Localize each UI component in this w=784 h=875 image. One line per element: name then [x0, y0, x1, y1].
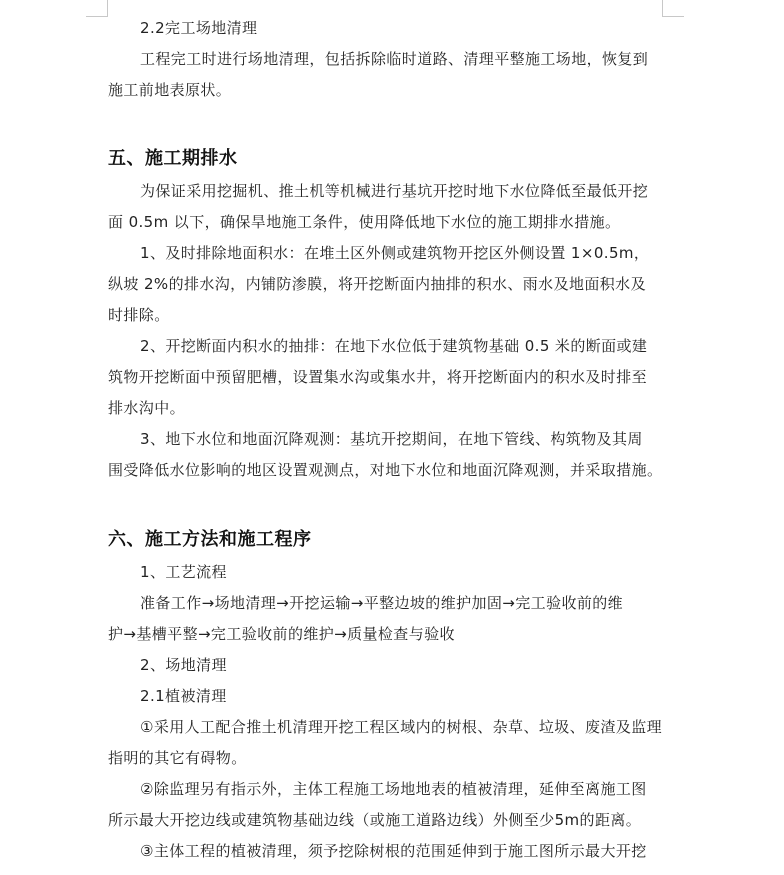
- paragraph-line: 指明的其它有碍物。: [108, 749, 247, 767]
- section-heading-6: 六、施工方法和施工程序: [108, 529, 312, 550]
- paragraph-line: 所示最大开挖边线或建筑物基础边线（或施工道路边线）外侧至少5m的距离。: [108, 811, 642, 829]
- paragraph-line: ①采用人工配合推土机清理开挖工程区域内的树根、杂草、垃圾、废渣及监理: [140, 718, 663, 736]
- paragraph-line: 面 0.5m 以下，确保旱地施工条件，使用降低地下水位的施工期排水措施。: [108, 213, 621, 231]
- paragraph-line: 时排除。: [108, 306, 170, 324]
- paragraph-line: 护→基槽平整→完工验收前的维护→质量检查与验收: [108, 625, 455, 643]
- paragraph-line: 筑物开挖断面中预留肥槽，设置集水沟或集水井，将开挖断面内的积水及时排至: [108, 368, 648, 386]
- paragraph-line: ③主体工程的植被清理，须予挖除树根的范围延伸到于施工图所示最大开挖: [140, 842, 647, 860]
- section-6-body: [108, 557, 664, 867]
- paragraph-line: 围受降低水位影响的地区设置观测点，对地下水位和地面沉降观测，并采取措施。: [108, 461, 663, 479]
- paragraph-line: 准备工作→场地清理→开挖运输→平整边坡的维护加固→完工验收前的维: [140, 594, 624, 612]
- subsection-title: 2.2完工场地清理: [140, 19, 258, 37]
- section-heading-5: 五、施工期排水: [108, 148, 238, 169]
- paragraph-line: 工程完工时进行场地清理，包括拆除临时道路、清理平整施工场地，恢复到: [140, 50, 649, 68]
- paragraph-line: 排水沟中。: [108, 399, 186, 417]
- paragraph-line: 施工前地表原状。: [108, 81, 232, 99]
- paragraph-line: 2、开挖断面内积水的抽排：在地下水位低于建筑物基础 0.5 米的断面或建: [140, 337, 648, 355]
- subsection-title: 2、场地清理: [140, 656, 227, 674]
- paragraph-line: 3、地下水位和地面沉降观测：基坑开挖期间，在地下管线、构筑物及其周: [140, 430, 643, 448]
- subsection-title: 1、工艺流程: [140, 563, 227, 581]
- paragraph-line: 为保证采用挖掘机、推土机等机械进行基坑开挖时地下水位降低至最低开挖: [140, 182, 649, 200]
- section-5-body: [108, 176, 664, 486]
- subsection-title: 2.1植被清理: [140, 687, 227, 705]
- crop-mark-top-right-horizontal: [662, 16, 684, 17]
- crop-mark-top-left-horizontal: [86, 16, 108, 17]
- section-2-2: [108, 13, 664, 106]
- paragraph-line: 1、及时排除地面积水：在堆土区外侧或建筑物开挖区外侧设置 1×0.5m，: [140, 244, 650, 262]
- paragraph-line: 纵坡 2%的排水沟，内铺防渗膜，将开挖断面内抽排的积水、雨水及地面积水及: [108, 275, 646, 293]
- paragraph-line: ②除监理另有指示外，主体工程施工场地地表的植被清理，延伸至离施工图: [140, 780, 647, 798]
